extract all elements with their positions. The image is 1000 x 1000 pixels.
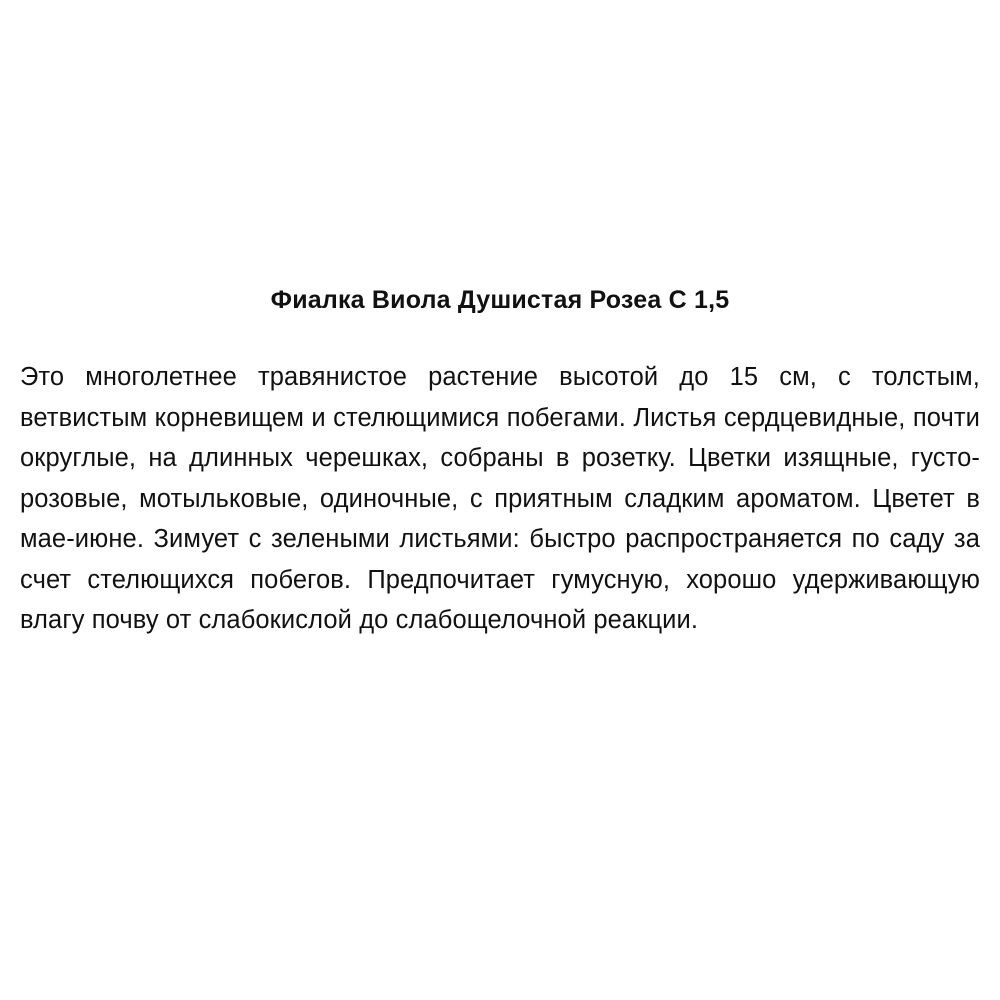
description-paragraph: Это многолетнее травянистое растение высотой до 15 см, с толстым, ветвистым корневищем и стелющимися побегами. Листья сердцевидные, почти округлые, на длинных черешках, собраны в розетку. Цветки изящные, густо-розовые, мотыльковые, одиночные, с приятным сладким ароматом. Цветет в мае-июне. Зимует с зелеными листьями: быстро распространяется по саду за счет стелющихся побегов. Предпочитает гумусную, хорошо удерживающую влагу почву от слабокислой до слабощелочной реакции. — [20, 363, 980, 634]
document-title: Фиалка Виола Душистая Розеа С 1,5 — [270, 286, 730, 314]
